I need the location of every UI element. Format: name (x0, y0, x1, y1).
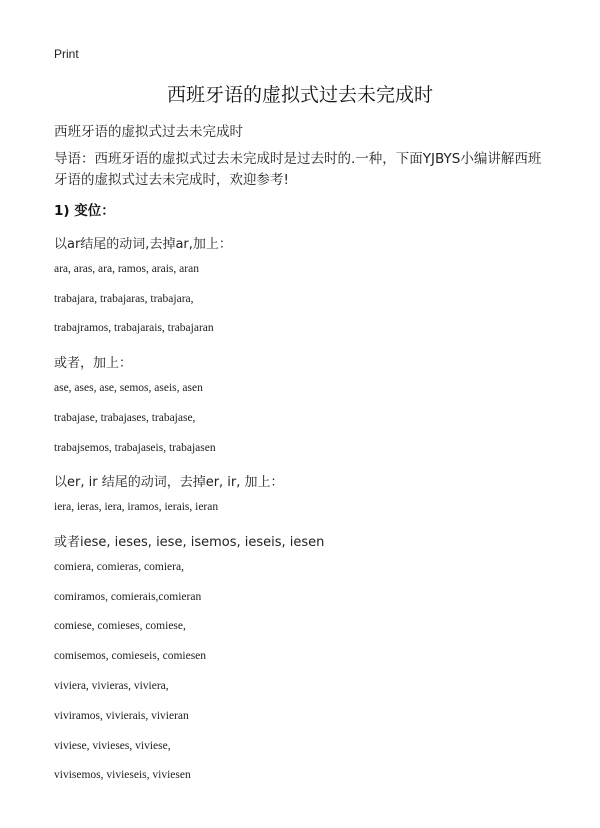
page-title: 西班牙语的虚拟式过去未完成时 (166, 84, 433, 106)
text-line: trabajara, trabajaras, trabajara, (54, 292, 194, 305)
text-line: ase, ases, ase, semos, aseis, asen (54, 382, 203, 394)
section-heading-conjugation: 1) 变位： (54, 203, 115, 219)
text-line: vivisemos, vivieseis, viviesen (54, 769, 191, 782)
text-line: viviese, vivieses, viviese, (54, 739, 171, 752)
text-line: comiramos, comierais,comieran (54, 590, 202, 603)
text-line: viviera, vivieras, viviera, (54, 680, 169, 692)
text-line: trabajramos, trabajarais, trabajaran (54, 322, 214, 335)
intro-paragraph: 导语：西班牙语的虚拟式过去未完成时是过去时的.一种，下面YJBYS小编讲解西班牙语的虚拟式过去未完成时，欢迎参考! (54, 151, 542, 188)
text-line: trabajsemos, trabajaseis, trabajasen (54, 441, 216, 454)
text-line: trabajase, trabajases, trabajase, (54, 411, 196, 424)
text-line: viviramos, vivierais, vivieran (54, 709, 189, 722)
text-line: comisemos, comieseis, comiesen (54, 650, 207, 663)
text-line: 以ar结尾的动词,去掉ar,加上： (54, 237, 232, 252)
text-line: 以er, ir 结尾的动词，去掉er, ir, 加上： (54, 475, 284, 491)
text-line: ara, aras, ara, ramos, arais, aran (54, 262, 199, 275)
text-line: iera, ieras, iera, iramos, ierais, ieran (54, 501, 219, 514)
text-line: comiera, comieras, comiera, (54, 560, 184, 573)
print-link[interactable]: Print (54, 47, 79, 61)
text-line: 或者，加上： (54, 356, 133, 372)
article-subtitle: 西班牙语的虚拟式过去未完成时 (54, 124, 243, 140)
text-line: comiese, comieses, comiese, (54, 620, 186, 633)
text-line: 或者iese, ieses, iese, isemos, ieseis, iesen (54, 535, 325, 550)
